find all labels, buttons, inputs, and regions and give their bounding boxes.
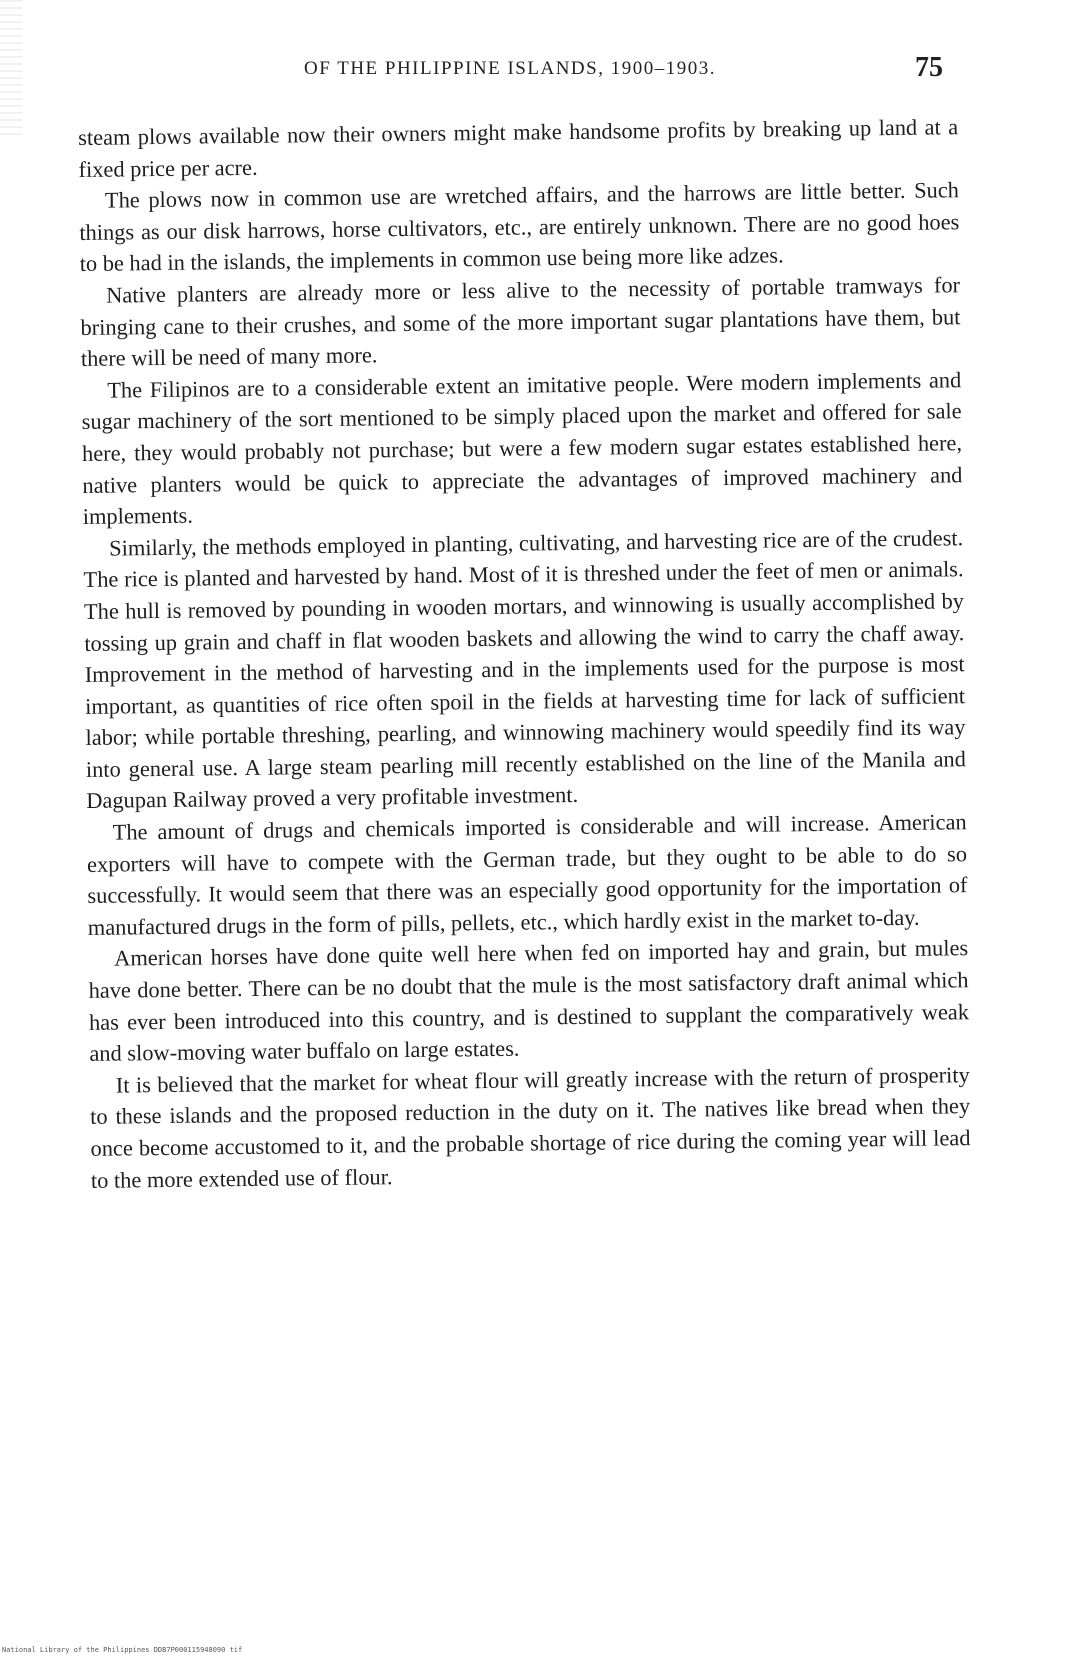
paragraph: The Filipinos are to a considerable extent an imitative people. Were modern implements and sugar machinery of the sort mentioned to be simply placed upon the market and offered for sale here, they would probably not purchase; but were a few modern sugar estates established here, native planters would be quick to appreciate the advantages of improved machinery and implements. [81,366,963,530]
scan-footer-note: National Library of the Philippines DDB7P000115948090 tif [2,1646,243,1654]
paragraph: steam plows available now their owners might make handsome profits by breaking up land at a fixed price per acre. [78,114,959,182]
paragraph: Native planters are already more or less alive to the necessity of portable tramways for bringing cane to their crushes, and some of the more important sugar plantations have them, but there will be need of many more. [80,272,961,372]
paragraph: The plows now in common use are wretched affairs, and the harrows are little better. Such things as our disk harrows, horse cultivators, etc., are entirely unknown. There are no good hoes to be had in the islands, the implements in common use being more like adzes. [79,177,960,277]
page-number: 75 [915,52,943,83]
paragraph: The amount of drugs and chemicals imported is considerable and will increase. American exporters will have to compete with the German trade, but they ought to be able to do so successfully. It would seem that there was an especially good opportunity for the importation of manufactured drugs in the form of pills, pellets, etc., which hardly exist in the market to-day. [86,809,968,940]
paragraph: It is believed that the market for wheat flour will greatly increase with the return of prosperity to these islands and the proposed reduction in the duty on it. The natives like bread when they once become accustomed to it, and the probable shortage of rice during the coming year will lead to the more extended use of flour. [90,1061,971,1193]
paragraph: American horses have done quite well here when fed on imported hay and grain, but mules have done better. There can be no doubt that the mule is the most satisfactory draft animal which has ever been introduced into this country, and is destined to supplant the comparatively weak and slow-moving water buffalo on large estates. [88,935,970,1067]
paragraph: Similarly, the methods employed in planting, cultivating, and harvesting rice are of the crudest. The rice is planted and harvested by hand. Most of it is threshed under the feet of men or animals. The hull is removed by pounding in wooden mortars, and winnowing is usually accomplished by tossing up grain and chaff in flat wooden baskets and allowing the wind to carry the chaff away. Improvement in the method of harvesting and in the implements used for the purpose is most important, as quantities of rice often spoil in the fields at harvesting time for lack of sufficient labor; while portable threshing, pearling, and winnowing machinery would speedily find its way into general use. A large steam pearling mill recently established on the line of the Manila and Dagupan Railway proved a very profitable investment. [83,524,966,814]
running-head: OF THE PHILIPPINE ISLANDS, 1900–1903. [304,58,716,79]
body-text [78,111,971,1196]
scan-edge-artifact [0,0,22,140]
